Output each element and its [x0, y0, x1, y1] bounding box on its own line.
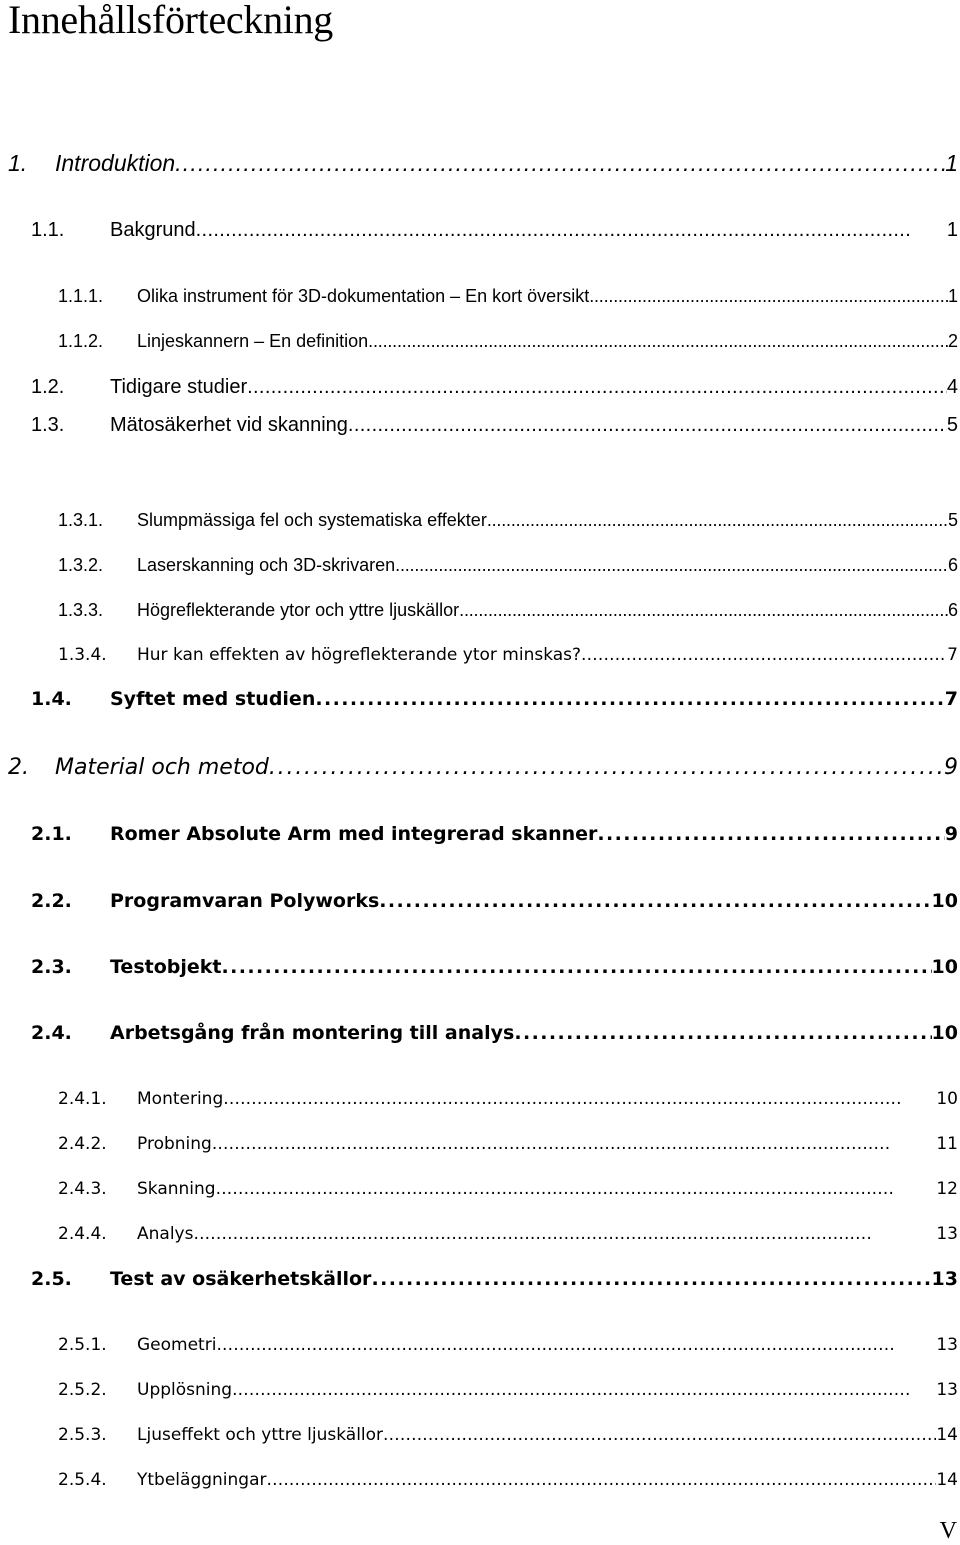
toc-entry-page: 11: [936, 1134, 958, 1154]
toc-entry[interactable]: [58, 1089, 958, 1109]
toc-entry-number: 1.: [8, 150, 28, 176]
toc-dot-leader: [223, 1089, 936, 1109]
toc-dot-leader: [379, 890, 931, 912]
toc-entry-label: Skanning: [137, 1179, 216, 1199]
toc-entry[interactable]: [8, 150, 958, 177]
toc-entry-label: Olika instrument för 3D-dokumentation – En kort översikt: [137, 286, 590, 306]
page-number: V: [939, 1518, 957, 1544]
toc-entry[interactable]: [31, 1022, 958, 1044]
toc-entry-number: 2.5.: [31, 1268, 72, 1290]
toc-entry-page: 9: [944, 823, 958, 845]
toc-entry-number: 1.3.2.: [58, 555, 104, 575]
toc-entry-number: 1.3.1.: [58, 510, 104, 530]
toc-entry[interactable]: [58, 555, 958, 576]
toc-entry-number: 2.4.4.: [58, 1224, 107, 1244]
toc-entry-page: 12: [936, 1179, 958, 1199]
toc-entry-number: 2.1.: [31, 823, 72, 845]
toc-dot-leader: [368, 331, 948, 352]
toc-entry[interactable]: [31, 688, 958, 710]
toc-entry-number: 1.2.: [31, 376, 65, 398]
toc-entry-page: 10: [936, 1089, 958, 1109]
toc-entry-label: Ljuseffekt och yttre ljuskällor: [137, 1425, 384, 1445]
toc-entry[interactable]: [58, 1380, 958, 1400]
toc-entry-page: 6: [947, 600, 958, 620]
toc-entry[interactable]: [8, 755, 958, 780]
toc-entry-label: Geometri: [137, 1335, 217, 1355]
toc-dot-leader: [459, 600, 948, 621]
toc-entry-label: Linjeskannern – En definition: [137, 331, 369, 351]
toc-entry[interactable]: [58, 510, 958, 531]
toc-entry-label: Slumpmässiga fel och systematiska effekter: [137, 510, 487, 530]
toc-entry[interactable]: [58, 1179, 958, 1199]
toc-entry-page: 13: [936, 1224, 958, 1244]
page-title: Innehållsförteckning: [8, 0, 333, 42]
toc-entry-label: Test av osäkerhetskällor: [110, 1268, 372, 1290]
toc-entry[interactable]: [58, 1470, 958, 1490]
toc-dot-leader: [487, 510, 948, 531]
toc-dot-leader: [222, 956, 932, 978]
toc-entry-number: 1.1.1.: [58, 286, 104, 306]
toc-entry-page: 1: [945, 150, 958, 176]
toc-entry-page: 7: [944, 688, 958, 710]
toc-entry-page: 5: [946, 414, 958, 436]
toc-entry[interactable]: [31, 219, 958, 242]
toc-entry-label: Material och metod: [55, 755, 269, 780]
toc-entry-label: Romer Absolute Arm med integrerad skanner: [110, 823, 598, 845]
toc-entry-page: 1: [946, 219, 958, 241]
toc-entry-page: 6: [947, 555, 958, 575]
toc-entry-number: 2.: [8, 755, 29, 780]
toc-entry-number: 2.3.: [31, 956, 72, 978]
toc-dot-leader: [247, 376, 947, 399]
toc-entry-label: Hur kan effekten av högreflekterande ytor minskas?: [137, 645, 582, 665]
toc-entry-number: 2.5.4.: [58, 1470, 107, 1490]
toc-entry-number: 2.5.1.: [58, 1335, 107, 1355]
toc-entry-page: 10: [931, 890, 958, 912]
toc-entry-label: Ytbeläggningar: [137, 1470, 267, 1490]
toc-dot-leader: [216, 1179, 937, 1199]
toc-entry[interactable]: [31, 890, 958, 912]
toc-entry-page: 4: [946, 376, 958, 398]
toc-dot-leader: [589, 286, 948, 307]
toc-entry-page: 13: [936, 1380, 958, 1400]
toc-entry-page: 7: [947, 645, 958, 665]
toc-entry-label: Testobjekt: [110, 956, 222, 978]
toc-dot-leader: [597, 823, 944, 845]
toc-entry[interactable]: [31, 956, 958, 978]
toc-dot-leader: [315, 688, 944, 710]
toc-entry-page: 13: [936, 1335, 958, 1355]
toc-entry-label: Programvaran Polyworks: [110, 890, 380, 912]
toc-entry-number: 1.1.2.: [58, 331, 104, 351]
toc-dot-leader: [267, 1470, 937, 1490]
toc-entry-number: 2.4.3.: [58, 1179, 107, 1199]
toc-entry-number: 2.5.3.: [58, 1425, 107, 1445]
toc-dot-leader: [581, 645, 947, 665]
toc-entry-label: Probning: [137, 1134, 212, 1154]
toc-entry[interactable]: [58, 600, 958, 621]
toc-entry-number: 1.3.: [31, 414, 65, 436]
toc-dot-leader: [514, 1022, 931, 1044]
toc-dot-leader: [212, 1134, 937, 1154]
toc-entry-page: 10: [931, 956, 958, 978]
toc-dot-leader: [269, 755, 944, 780]
toc-dot-leader: [395, 555, 948, 576]
toc-entry-page: 10: [931, 1022, 958, 1044]
toc-dot-leader: [383, 1425, 936, 1445]
toc-entry[interactable]: [58, 331, 958, 352]
toc-entry-label: Syftet med studien: [110, 688, 316, 710]
toc-entry-label: Mätosäkerhet vid skanning: [110, 414, 348, 436]
toc-entry[interactable]: [58, 645, 958, 665]
toc-entry-label: Laserskanning och 3D-skrivaren: [137, 555, 396, 575]
toc-entry-label: Upplösning: [137, 1380, 233, 1400]
toc-entry-page: 5: [947, 510, 958, 530]
toc-entry-number: 2.4.2.: [58, 1134, 107, 1154]
toc-entry-label: Analys: [137, 1224, 194, 1244]
toc-entry[interactable]: [58, 1134, 958, 1154]
toc-entry-page: 13: [931, 1268, 958, 1290]
toc-dot-leader: [232, 1380, 936, 1400]
toc-dot-leader: [196, 219, 947, 242]
toc-entry-number: 1.3.3.: [58, 600, 104, 620]
toc-entry-label: Montering: [137, 1089, 224, 1109]
toc-entry[interactable]: [58, 286, 958, 307]
toc-entry[interactable]: [58, 1425, 958, 1445]
toc-entry-number: 2.2.: [31, 890, 72, 912]
toc-entry-label: Bakgrund: [110, 219, 196, 241]
toc-dot-leader: [371, 1268, 931, 1290]
toc-entry-number: 2.4.1.: [58, 1089, 107, 1109]
toc-dot-leader: [348, 414, 947, 437]
toc-dot-leader: [193, 1224, 936, 1244]
toc-entry[interactable]: [58, 1224, 958, 1244]
toc-entry[interactable]: [31, 414, 958, 437]
toc-entry-number: 2.5.2.: [58, 1380, 107, 1400]
toc-entry-page: 14: [936, 1470, 958, 1490]
toc-entry-page: 1: [947, 286, 958, 306]
toc-entry-label: Högreflekterande ytor och yttre ljuskällor: [137, 600, 460, 620]
toc-entry-page: 14: [936, 1425, 958, 1445]
toc-entry-label: Tidigare studier: [110, 376, 248, 398]
toc-entry[interactable]: [31, 376, 958, 399]
toc-entry-number: 1.3.4.: [58, 645, 107, 665]
toc-entry[interactable]: [31, 823, 958, 845]
toc-entry-number: 1.4.: [31, 688, 72, 710]
toc-entry-number: 1.1.: [31, 219, 65, 241]
toc-entry[interactable]: [31, 1268, 958, 1290]
toc-dot-leader: [175, 150, 945, 177]
toc-entry-page: 9: [944, 755, 958, 780]
toc-entry-label: Introduktion: [55, 150, 176, 176]
toc-entry[interactable]: [58, 1335, 958, 1355]
toc-entry-label: Arbetsgång från montering till analys: [110, 1022, 515, 1044]
toc-entry-number: 2.4.: [31, 1022, 72, 1044]
toc-dot-leader: [216, 1335, 936, 1355]
toc-entry-page: 2: [947, 331, 958, 351]
